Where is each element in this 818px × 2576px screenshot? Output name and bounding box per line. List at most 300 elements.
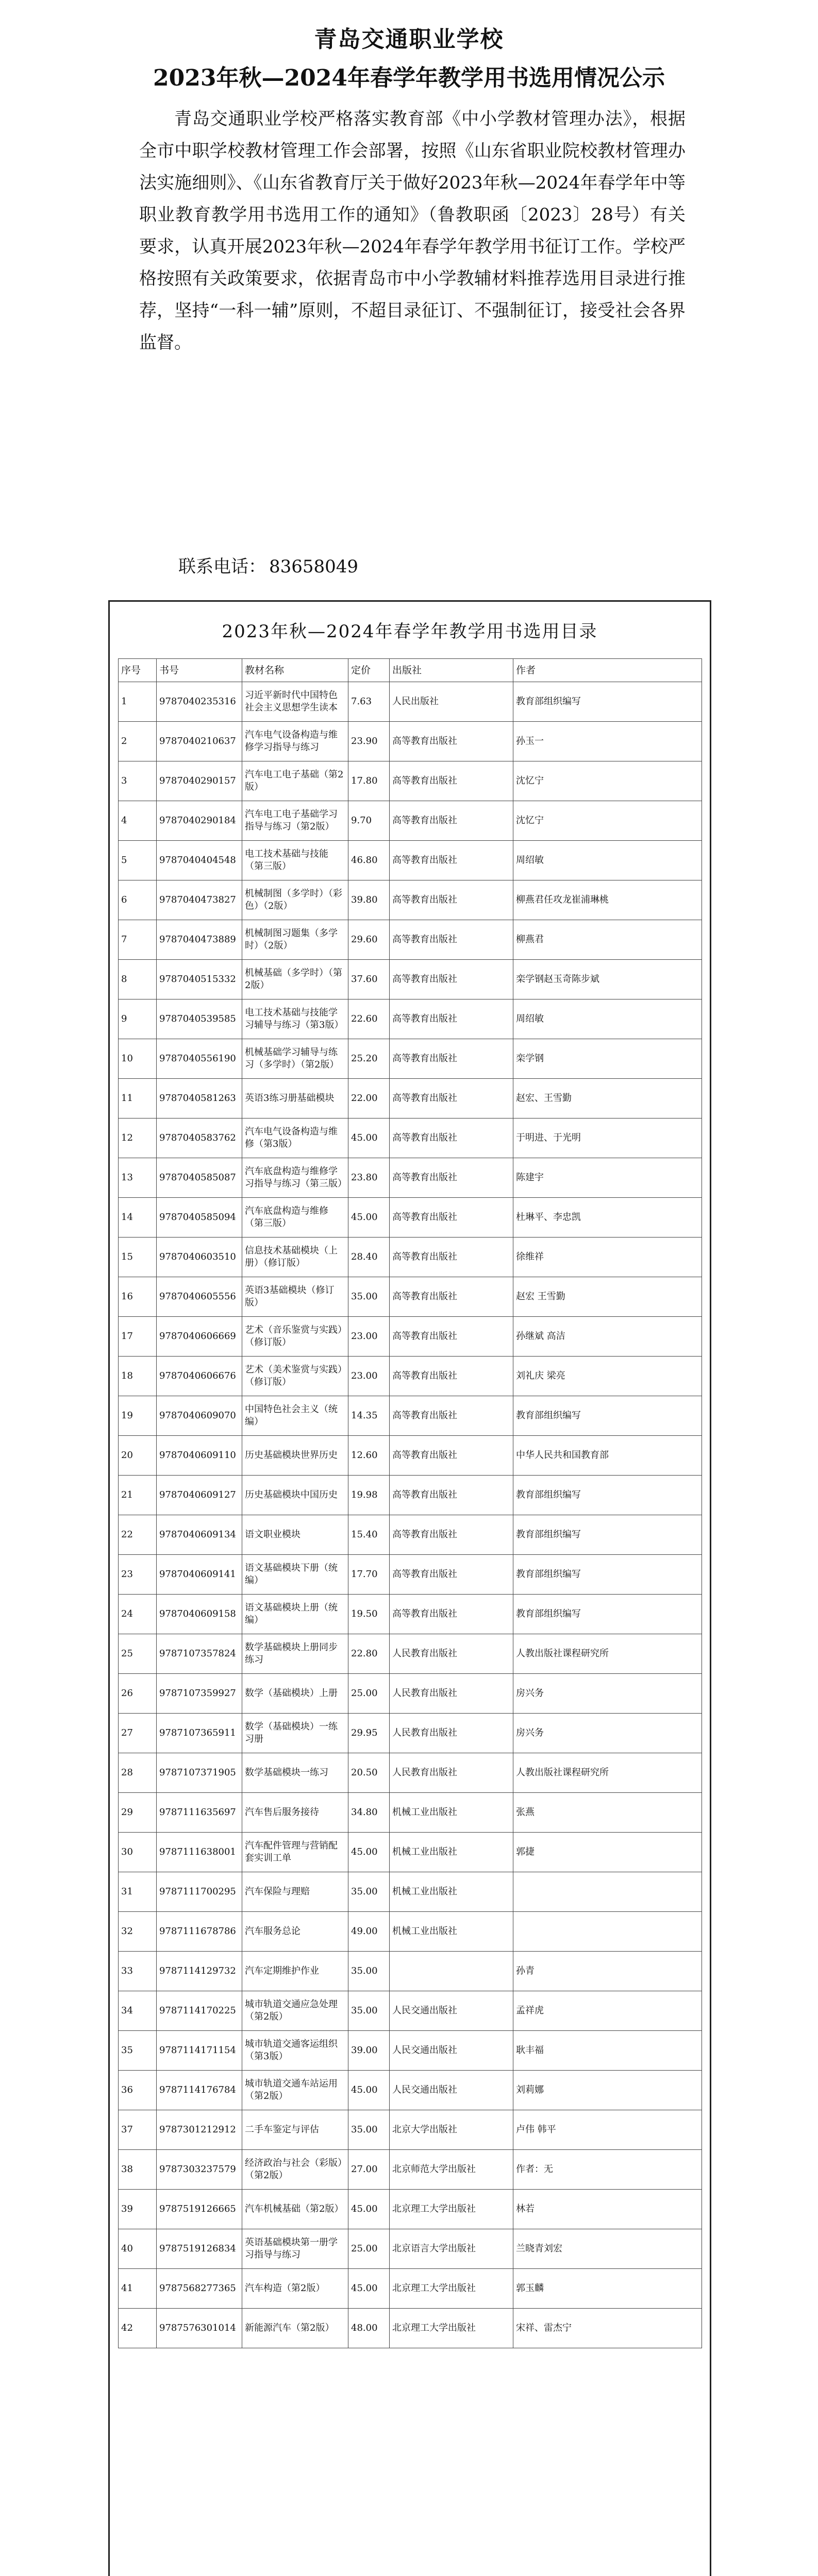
catalog-cell-price: 48.00 <box>348 2309 390 2348</box>
catalog-cell-isbn: 9787111700295 <box>157 1872 242 1912</box>
catalog-cell-publisher: 高等教育出版社 <box>390 1039 513 1079</box>
catalog-table <box>118 658 702 2348</box>
catalog-cell-title: 汽车保险与理赔 <box>242 1872 348 1912</box>
catalog-header-publisher: 出版社 <box>390 659 513 682</box>
catalog-cell-publisher: 人民教育出版社 <box>390 1753 513 1793</box>
catalog-cell-author: 徐维祥 <box>513 1238 702 1277</box>
catalog-cell-title: 汽车售后服务接待 <box>242 1793 348 1833</box>
catalog-cell-price: 46.80 <box>348 841 390 880</box>
catalog-cell-isbn: 9787040556190 <box>157 1039 242 1079</box>
catalog-cell-author: 教育部组织编写 <box>513 1396 702 1436</box>
catalog-cell-title: 机械基础学习辅导与练习（多学时）（第2版） <box>242 1039 348 1079</box>
catalog-cell-author: 赵宏 王雪勤 <box>513 1277 702 1317</box>
catalog-cell-author <box>513 1912 702 1952</box>
catalog-cell-title: 习近平新时代中国特色社会主义思想学生读本 <box>242 682 348 722</box>
catalog-cell-title: 汽车电气设备构造与维修学习指导与练习 <box>242 722 348 761</box>
catalog-cell-publisher: 高等教育出版社 <box>390 1118 513 1158</box>
catalog-cell-price: 27.00 <box>348 2150 390 2190</box>
catalog-cell-publisher: 高等教育出版社 <box>390 1555 513 1595</box>
catalog-cell-title: 语文基础模块下册（统编） <box>242 1555 348 1595</box>
catalog-cell-title: 语文职业模块 <box>242 1515 348 1555</box>
catalog-cell-price: 45.00 <box>348 1198 390 1238</box>
catalog-cell-isbn: 9787519126834 <box>157 2229 242 2269</box>
catalog-cell-author: 孙继斌 高洁 <box>513 1317 702 1357</box>
catalog-cell-no: 21 <box>119 1476 157 1515</box>
catalog-row <box>119 1317 702 1357</box>
catalog-cell-no: 39 <box>119 2190 157 2229</box>
catalog-cell-author: 人教出版社课程研究所 <box>513 1634 702 1674</box>
catalog-body <box>119 682 702 2348</box>
catalog-cell-publisher: 北京师范大学出版社 <box>390 2150 513 2190</box>
school-name: 青岛交通职业学校 <box>314 26 504 53</box>
catalog-cell-author: 于明进、于光明 <box>513 1118 702 1158</box>
catalog-cell-title: 汽车服务总论 <box>242 1912 348 1952</box>
catalog-header-no: 序号 <box>119 659 157 682</box>
catalog-cell-price: 9.70 <box>348 801 390 841</box>
catalog-cell-no: 37 <box>119 2110 157 2150</box>
catalog-cell-author: 林若 <box>513 2190 702 2229</box>
catalog-cell-price: 23.90 <box>348 722 390 761</box>
catalog-cell-price: 35.00 <box>348 1952 390 1991</box>
catalog-cell-author: 作者：无 <box>513 2150 702 2190</box>
catalog-cell-author: 张燕 <box>513 1793 702 1833</box>
notice-body: 青岛交通职业学校严格落实教育部《中小学教材管理办法》，根据全市中职学校教材管理工作会部署，按照《山东省职业院校教材管理办法实施细则》、《山东省教育厅关于做好2023年秋—2024年春学年中等职业教育教学用书选用工作的通知》（鲁教职函〔2023〕28号）有关要求，认真开展2023年秋—2024年春学年教学用书征订工作。学校严格按照有关政策要求，依据青岛市中小学教辅材料推荐选用目录进行推荐，坚持“一科一辅”原则，不超目录征订、不强制征订，接受社会各界监督。 <box>139 109 686 353</box>
catalog-cell-price: 17.80 <box>348 761 390 801</box>
catalog-cell-publisher: 北京理工大学出版社 <box>390 2190 513 2229</box>
catalog-cell-title: 汽车电工电子基础（第2版） <box>242 761 348 801</box>
catalog-cell-title: 城市轨道交通车站运用（第2版） <box>242 2071 348 2110</box>
catalog-cell-price: 20.50 <box>348 1753 390 1793</box>
catalog-cell-publisher: 人民交通出版社 <box>390 2031 513 2071</box>
catalog-cell-publisher: 北京语言大学出版社 <box>390 2229 513 2269</box>
catalog-cell-isbn: 9787303237579 <box>157 2150 242 2190</box>
catalog-cell-isbn: 9787040583762 <box>157 1118 242 1158</box>
catalog-cell-price: 35.00 <box>348 1991 390 2031</box>
catalog-row <box>119 1674 702 1714</box>
catalog-cell-no: 20 <box>119 1436 157 1476</box>
catalog-cell-publisher: 机械工业出版社 <box>390 1912 513 1952</box>
catalog-row <box>119 1238 702 1277</box>
catalog-row <box>119 1952 702 1991</box>
catalog-cell-publisher: 北京理工大学出版社 <box>390 2269 513 2309</box>
catalog-cell-author: 卢伟 韩平 <box>513 2110 702 2150</box>
catalog-cell-title: 信息技术基础模块（上册）（修订版） <box>242 1238 348 1277</box>
catalog-cell-title: 新能源汽车（第2版） <box>242 2309 348 2348</box>
catalog-row <box>119 1595 702 1634</box>
catalog-cell-price: 37.60 <box>348 960 390 999</box>
catalog-cell-isbn: 9787114171154 <box>157 2031 242 2071</box>
catalog-cell-price: 23.00 <box>348 1317 390 1357</box>
catalog-cell-author: 刘莉娜 <box>513 2071 702 2110</box>
catalog-row <box>119 1396 702 1436</box>
catalog-header-row <box>119 659 702 682</box>
catalog-cell-publisher: 北京理工大学出版社 <box>390 2309 513 2348</box>
catalog-cell-no: 32 <box>119 1912 157 1952</box>
catalog-cell-title: 城市轨道交通应急处理（第2版） <box>242 1991 348 2031</box>
catalog-cell-price: 35.00 <box>348 1277 390 1317</box>
catalog-cell-price: 45.00 <box>348 1833 390 1872</box>
catalog-cell-author: 教育部组织编写 <box>513 1595 702 1634</box>
catalog-cell-isbn: 9787040235316 <box>157 682 242 722</box>
catalog-cell-isbn: 9787111635697 <box>157 1793 242 1833</box>
catalog-row <box>119 1991 702 2031</box>
catalog-row <box>119 1872 702 1912</box>
catalog-cell-title: 数学（基础模块）上册 <box>242 1674 348 1714</box>
catalog-cell-isbn: 9787040603510 <box>157 1238 242 1277</box>
catalog-cell-isbn: 9787576301014 <box>157 2309 242 2348</box>
catalog-cell-price: 17.70 <box>348 1555 390 1595</box>
catalog-cell-publisher: 人民教育出版社 <box>390 1714 513 1753</box>
catalog-cell-no: 38 <box>119 2150 157 2190</box>
catalog-cell-no: 14 <box>119 1198 157 1238</box>
catalog-cell-title: 汽车定期维护作业 <box>242 1952 348 1991</box>
catalog-cell-no: 30 <box>119 1833 157 1872</box>
catalog-cell-price: 22.00 <box>348 1079 390 1118</box>
catalog-cell-title: 英语基础模块第一册学习指导与练习 <box>242 2229 348 2269</box>
catalog-cell-no: 9 <box>119 999 157 1039</box>
catalog-cell-isbn: 9787040585087 <box>157 1158 242 1198</box>
catalog-cell-publisher: 人民出版社 <box>390 682 513 722</box>
catalog-cell-author: 孙玉一 <box>513 722 702 761</box>
catalog-row <box>119 682 702 722</box>
catalog-cell-publisher: 人民教育出版社 <box>390 1634 513 1674</box>
catalog-cell-author: 刘礼庆 梁亮 <box>513 1357 702 1396</box>
catalog-cell-author: 房兴务 <box>513 1714 702 1753</box>
catalog-cell-no: 11 <box>119 1079 157 1118</box>
catalog-row <box>119 2229 702 2269</box>
catalog-cell-title: 数学（基础模块）一练习册 <box>242 1714 348 1753</box>
catalog-cell-author: 柳燕君 <box>513 920 702 960</box>
catalog-cell-price: 25.00 <box>348 1674 390 1714</box>
catalog-cell-title: 汽车机械基础（第2版） <box>242 2190 348 2229</box>
catalog-cell-isbn: 9787107371905 <box>157 1753 242 1793</box>
catalog-row <box>119 999 702 1039</box>
catalog-cell-publisher: 高等教育出版社 <box>390 1515 513 1555</box>
catalog-cell-author: 耿丰福 <box>513 2031 702 2071</box>
catalog-cell-price: 22.80 <box>348 1634 390 1674</box>
catalog-cell-isbn: 9787111638001 <box>157 1833 242 1872</box>
catalog-cell-author: 兰晓青刘宏 <box>513 2229 702 2269</box>
catalog-cell-publisher: 高等教育出版社 <box>390 801 513 841</box>
catalog-cell-price: 22.60 <box>348 999 390 1039</box>
catalog-row <box>119 1555 702 1595</box>
catalog-cell-no: 5 <box>119 841 157 880</box>
catalog-cell-author: 柳燕君任攻龙崔浦琳桃 <box>513 880 702 920</box>
catalog-row <box>119 1753 702 1793</box>
catalog-row <box>119 2071 702 2110</box>
catalog-cell-title: 数学基础模块一练习 <box>242 1753 348 1793</box>
catalog-cell-isbn: 9787107357824 <box>157 1634 242 1674</box>
catalog-row <box>119 960 702 999</box>
catalog-cell-price: 23.80 <box>348 1158 390 1198</box>
catalog-cell-no: 17 <box>119 1317 157 1357</box>
catalog-row <box>119 1476 702 1515</box>
catalog-cell-title: 电工技术基础与技能（第三版） <box>242 841 348 880</box>
catalog-cell-publisher: 高等教育出版社 <box>390 1357 513 1396</box>
catalog-row <box>119 1436 702 1476</box>
catalog-header-title: 教材名称 <box>242 659 348 682</box>
catalog-cell-isbn: 9787040515332 <box>157 960 242 999</box>
catalog-cell-price: 49.00 <box>348 1912 390 1952</box>
catalog-cell-isbn: 9787040606676 <box>157 1357 242 1396</box>
catalog-cell-author: 周绍敏 <box>513 999 702 1039</box>
catalog-cell-price: 35.00 <box>348 1872 390 1912</box>
catalog-cell-price: 19.98 <box>348 1476 390 1515</box>
catalog-row <box>119 2031 702 2071</box>
catalog-title: 2023年秋—2024年春学年教学用书选用目录 <box>222 621 598 642</box>
catalog-cell-price: 29.60 <box>348 920 390 960</box>
catalog-cell-title: 机械制图（多学时）（彩色）（2版） <box>242 880 348 920</box>
catalog-row <box>119 1118 702 1158</box>
catalog-cell-no: 13 <box>119 1158 157 1198</box>
catalog-cell-isbn: 9787040609070 <box>157 1396 242 1436</box>
catalog-row <box>119 2110 702 2150</box>
catalog-cell-no: 19 <box>119 1396 157 1436</box>
catalog-header-author: 作者 <box>513 659 702 682</box>
catalog-cell-author: 孟祥虎 <box>513 1991 702 2031</box>
catalog-cell-publisher: 高等教育出版社 <box>390 1317 513 1357</box>
catalog-row <box>119 1515 702 1555</box>
catalog-cell-publisher: 机械工业出版社 <box>390 1833 513 1872</box>
catalog-cell-author: 教育部组织编写 <box>513 682 702 722</box>
catalog-cell-no: 18 <box>119 1357 157 1396</box>
catalog-cell-price: 7.63 <box>348 682 390 722</box>
catalog-cell-author: 宋祥、雷杰宁 <box>513 2309 702 2348</box>
catalog-cell-publisher: 高等教育出版社 <box>390 761 513 801</box>
catalog-cell-price: 23.00 <box>348 1357 390 1396</box>
catalog-cell-author: 教育部组织编写 <box>513 1476 702 1515</box>
catalog-row <box>119 1912 702 1952</box>
notice-title: 2023年秋—2024年春学年教学用书选用情况公示 <box>153 65 665 91</box>
catalog-row <box>119 1277 702 1317</box>
catalog-cell-title: 城市轨道交通客运组织（第3版） <box>242 2031 348 2071</box>
catalog-cell-isbn: 9787107365911 <box>157 1714 242 1753</box>
catalog-cell-isbn: 9787114129732 <box>157 1952 242 1991</box>
catalog-cell-no: 41 <box>119 2269 157 2309</box>
catalog-cell-price: 39.00 <box>348 2031 390 2071</box>
catalog-cell-publisher: 高等教育出版社 <box>390 1436 513 1476</box>
catalog-row <box>119 761 702 801</box>
catalog-cell-publisher: 高等教育出版社 <box>390 1476 513 1515</box>
catalog-cell-no: 2 <box>119 722 157 761</box>
catalog-cell-isbn: 9787040606669 <box>157 1317 242 1357</box>
catalog-cell-author: 栾学钢 <box>513 1039 702 1079</box>
catalog-cell-author: 教育部组织编写 <box>513 1515 702 1555</box>
catalog-cell-price: 35.00 <box>348 2110 390 2150</box>
contact-label: 联系电话： <box>178 556 266 577</box>
catalog-cell-no: 33 <box>119 1952 157 1991</box>
catalog-cell-no: 23 <box>119 1555 157 1595</box>
catalog-cell-publisher: 高等教育出版社 <box>390 880 513 920</box>
catalog-cell-price: 45.00 <box>348 1118 390 1158</box>
catalog-cell-isbn: 9787040210637 <box>157 722 242 761</box>
catalog-cell-title: 电工技术基础与技能学习辅导与练习（第3版） <box>242 999 348 1039</box>
catalog-cell-price: 15.40 <box>348 1515 390 1555</box>
catalog-cell-isbn: 9787301212912 <box>157 2110 242 2150</box>
catalog-row <box>119 2190 702 2229</box>
catalog-cell-price: 34.80 <box>348 1793 390 1833</box>
catalog-cell-isbn: 9787040609110 <box>157 1436 242 1476</box>
catalog-cell-isbn: 9787114170225 <box>157 1991 242 2031</box>
catalog-cell-author: 教育部组织编写 <box>513 1555 702 1595</box>
catalog-cell-no: 24 <box>119 1595 157 1634</box>
catalog-cell-price: 25.00 <box>348 2229 390 2269</box>
catalog-cell-no: 8 <box>119 960 157 999</box>
catalog-cell-price: 28.40 <box>348 1238 390 1277</box>
catalog-row <box>119 2150 702 2190</box>
catalog-cell-isbn: 9787107359927 <box>157 1674 242 1714</box>
catalog-cell-publisher: 高等教育出版社 <box>390 1595 513 1634</box>
catalog-row <box>119 880 702 920</box>
catalog-row <box>119 1714 702 1753</box>
catalog-cell-no: 26 <box>119 1674 157 1714</box>
catalog-cell-title: 经济政治与社会（彩版）（第2版） <box>242 2150 348 2190</box>
catalog-cell-price: 45.00 <box>348 2071 390 2110</box>
catalog-cell-title: 二手车鉴定与评估 <box>242 2110 348 2150</box>
catalog-row <box>119 722 702 761</box>
catalog-cell-publisher: 人民教育出版社 <box>390 1674 513 1714</box>
catalog-cell-isbn: 9787040609158 <box>157 1595 242 1634</box>
contact-line <box>175 554 358 580</box>
catalog-cell-no: 22 <box>119 1515 157 1555</box>
catalog-cell-title: 艺术（音乐鉴赏与实践）（修订版） <box>242 1317 348 1357</box>
catalog-cell-author: 杜琳平、李忠凯 <box>513 1198 702 1238</box>
catalog-cell-isbn: 9787114176784 <box>157 2071 242 2110</box>
catalog-cell-title: 数学基础模块上册同步练习 <box>242 1634 348 1674</box>
catalog-cell-title: 语文基础模块上册（统编） <box>242 1595 348 1634</box>
catalog-cell-no: 1 <box>119 682 157 722</box>
catalog-cell-no: 28 <box>119 1753 157 1793</box>
catalog-cell-publisher <box>390 1952 513 1991</box>
catalog-cell-title: 机械基础（多学时）（第2版） <box>242 960 348 999</box>
catalog-cell-no: 10 <box>119 1039 157 1079</box>
catalog-cell-no: 25 <box>119 1634 157 1674</box>
catalog-row <box>119 2269 702 2309</box>
catalog-cell-no: 35 <box>119 2031 157 2071</box>
catalog-cell-author: 郭玉麟 <box>513 2269 702 2309</box>
catalog-cell-title: 历史基础模块中国历史 <box>242 1476 348 1515</box>
catalog-cell-title: 汽车电气设备构造与维修（第3版） <box>242 1118 348 1158</box>
catalog-cell-isbn: 9787040290157 <box>157 761 242 801</box>
catalog-cell-no: 40 <box>119 2229 157 2269</box>
catalog-cell-no: 15 <box>119 1238 157 1277</box>
catalog-cell-title: 汽车配件管理与营销配套实训工单 <box>242 1833 348 1872</box>
catalog-cell-title: 历史基础模块世界历史 <box>242 1436 348 1476</box>
catalog-cell-no: 36 <box>119 2071 157 2110</box>
catalog-cell-publisher: 高等教育出版社 <box>390 841 513 880</box>
contact-phone: 83658049 <box>269 556 359 577</box>
catalog-cell-title: 艺术（美术鉴赏与实践）（修订版） <box>242 1357 348 1396</box>
catalog-cell-publisher: 人民交通出版社 <box>390 1991 513 2031</box>
catalog-cell-publisher: 高等教育出版社 <box>390 1198 513 1238</box>
catalog-cell-author: 赵宏、王雪勤 <box>513 1079 702 1118</box>
catalog-cell-no: 7 <box>119 920 157 960</box>
catalog-cell-isbn: 9787040290184 <box>157 801 242 841</box>
catalog-cell-price: 29.95 <box>348 1714 390 1753</box>
catalog-row <box>119 1079 702 1118</box>
catalog-cell-title: 汽车底盘构造与维修（第三版） <box>242 1198 348 1238</box>
catalog-cell-no: 27 <box>119 1714 157 1753</box>
catalog-row <box>119 1793 702 1833</box>
catalog-cell-no: 12 <box>119 1118 157 1158</box>
catalog-row <box>119 1158 702 1198</box>
catalog-cell-author: 房兴务 <box>513 1674 702 1714</box>
catalog-cell-title: 中国特色社会主义（统编） <box>242 1396 348 1436</box>
catalog-row <box>119 841 702 880</box>
catalog-cell-author: 孙青 <box>513 1952 702 1991</box>
catalog-cell-publisher: 高等教育出版社 <box>390 960 513 999</box>
catalog-cell-author <box>513 1872 702 1912</box>
catalog-cell-publisher: 北京大学出版社 <box>390 2110 513 2150</box>
catalog-cell-no: 29 <box>119 1793 157 1833</box>
catalog-row <box>119 1833 702 1872</box>
catalog-cell-no: 42 <box>119 2309 157 2348</box>
catalog-cell-publisher: 高等教育出版社 <box>390 1158 513 1198</box>
catalog-cell-no: 4 <box>119 801 157 841</box>
catalog-cell-publisher: 机械工业出版社 <box>390 1793 513 1833</box>
catalog-cell-author: 人教出版社课程研究所 <box>513 1753 702 1793</box>
catalog-cell-no: 3 <box>119 761 157 801</box>
catalog-cell-isbn: 9787040581263 <box>157 1079 242 1118</box>
catalog-cell-title: 汽车底盘构造与维修学习指导与练习（第三版） <box>242 1158 348 1198</box>
catalog-row <box>119 920 702 960</box>
catalog-cell-price: 19.50 <box>348 1595 390 1634</box>
catalog-row <box>119 1198 702 1238</box>
catalog-cell-author: 中华人民共和国教育部 <box>513 1436 702 1476</box>
catalog-cell-publisher: 高等教育出版社 <box>390 1238 513 1277</box>
catalog-row <box>119 801 702 841</box>
catalog-cell-isbn: 9787519126665 <box>157 2190 242 2229</box>
catalog-cell-isbn: 9787040539585 <box>157 999 242 1039</box>
catalog-header-price: 定价 <box>348 659 390 682</box>
catalog-cell-publisher: 高等教育出版社 <box>390 1079 513 1118</box>
catalog-section <box>108 600 711 2576</box>
catalog-cell-publisher: 人民交通出版社 <box>390 2071 513 2110</box>
catalog-cell-price: 39.80 <box>348 880 390 920</box>
catalog-cell-author: 郭捷 <box>513 1833 702 1872</box>
catalog-cell-isbn: 9787040473827 <box>157 880 242 920</box>
catalog-cell-price: 45.00 <box>348 2269 390 2309</box>
catalog-cell-publisher: 高等教育出版社 <box>390 999 513 1039</box>
catalog-row <box>119 1634 702 1674</box>
catalog-cell-price: 12.60 <box>348 1436 390 1476</box>
catalog-cell-title: 汽车构造（第2版） <box>242 2269 348 2309</box>
catalog-cell-author: 周绍敏 <box>513 841 702 880</box>
catalog-cell-no: 16 <box>119 1277 157 1317</box>
catalog-cell-price: 45.00 <box>348 2190 390 2229</box>
catalog-cell-isbn: 9787568277365 <box>157 2269 242 2309</box>
catalog-row <box>119 2309 702 2348</box>
catalog-cell-isbn: 9787040609127 <box>157 1476 242 1515</box>
catalog-cell-publisher: 高等教育出版社 <box>390 920 513 960</box>
catalog-cell-price: 25.20 <box>348 1039 390 1079</box>
catalog-cell-publisher: 高等教育出版社 <box>390 722 513 761</box>
catalog-cell-isbn: 9787040585094 <box>157 1198 242 1238</box>
catalog-cell-author: 陈建宇 <box>513 1158 702 1198</box>
catalog-cell-isbn: 9787040605556 <box>157 1277 242 1317</box>
catalog-cell-price: 14.35 <box>348 1396 390 1436</box>
catalog-cell-isbn: 9787040609134 <box>157 1515 242 1555</box>
catalog-header-isbn: 书号 <box>157 659 242 682</box>
catalog-cell-title: 汽车电工电子基础学习指导与练习（第2版） <box>242 801 348 841</box>
catalog-cell-isbn: 9787040609141 <box>157 1555 242 1595</box>
catalog-cell-publisher: 机械工业出版社 <box>390 1872 513 1912</box>
catalog-cell-publisher: 高等教育出版社 <box>390 1396 513 1436</box>
catalog-row <box>119 1357 702 1396</box>
catalog-cell-publisher: 高等教育出版社 <box>390 1277 513 1317</box>
catalog-cell-isbn: 9787040404548 <box>157 841 242 880</box>
catalog-cell-no: 34 <box>119 1991 157 2031</box>
